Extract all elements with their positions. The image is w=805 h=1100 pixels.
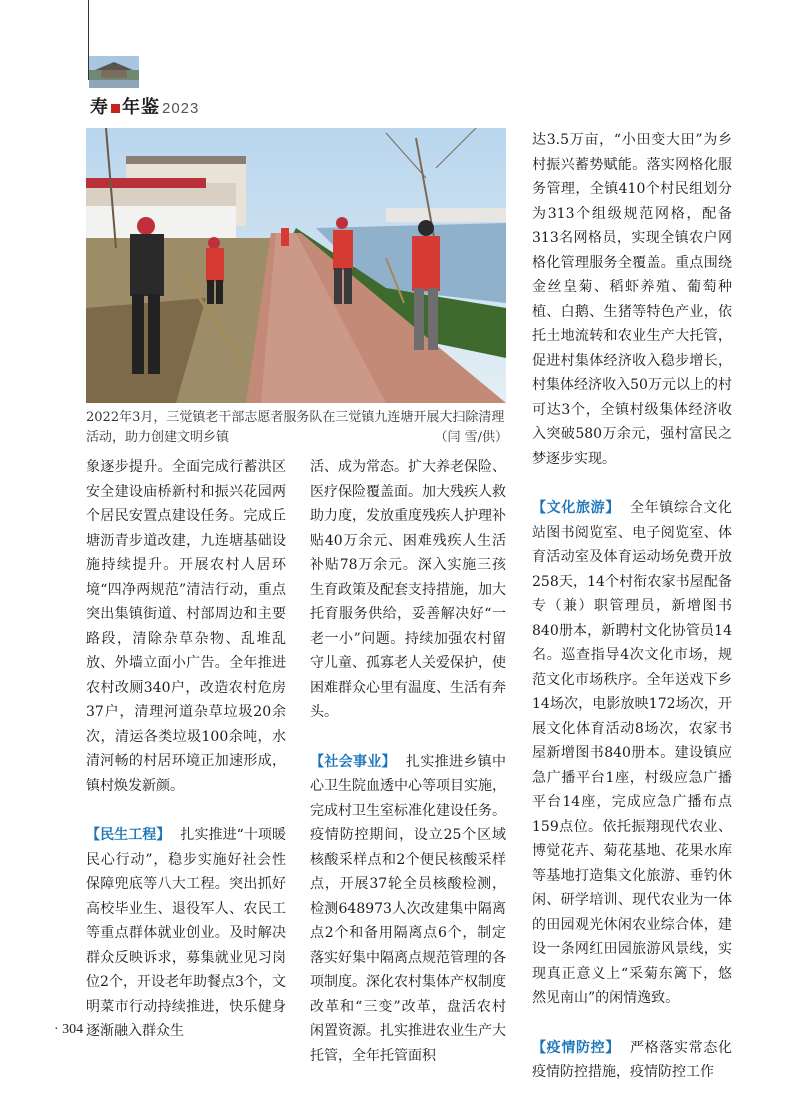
livelihood-text: 扎实推进“十项暖民心行动”，稳步实施好社会性保障兜底等八大工程。突出抓好高校毕业生、退役军人、农民工等重点群体就业创业。及时解决群众反映诉求，募集就业见习岗位2个，开设老年助餐点3个，文明菜市行动持续推进，快乐健身逐渐融入群众生 [86,827,286,1039]
photo-caption [86,408,508,448]
volunteer-cleanup-photo [86,128,506,403]
section-tag-culture: 【文化旅游】 [532,499,620,515]
paragraph-environment: 象逐步提升。全面完成行蓄洪区安全建设庙桥新村和振兴花园两个居民安置点建设任务。完成丘塘沥青步道改建，九连塘基础设施持续提升。开展农村人居环境“四净两规范”清洁行动，重点突出集镇街道、村部周边和主要路段，清除杂草杂物、乱堆乱放、外墙立面小广告。全年推进农村改厕340户，改造农村危房37户，清理河道杂草垃圾20余次，清运各类垃圾100余吨，水清河畅的村居环境正加速形成，镇村焕发新颜。 [86,459,286,794]
text-column-1 [86,455,286,1044]
paragraph-social [310,749,506,1069]
text-column-2 [310,455,506,1068]
section-tag-livelihood: 【民生工程】 [86,826,171,842]
social-text: 扎实推进乡镇中心卫生院血透中心等项目实施，完成村卫生室标准化建设任务。疫情防控期间，设立25个区域核酸采样点和2个便民核酸采样点，开展37轮全员核酸检测，检测648973人次改建集中隔离点2个和备用隔离点6个，制定落实好集中隔离点规范管理的各项制度。深化农村集体产权制度改革和“三变”改革，盘活农村闲置资源。扎实推进农业生产大托管，全年托管面积 [310,753,506,1064]
brand-tail: 年鉴 [122,97,160,118]
epidemic-text: 严格落实常态化疫情防控措施，疫情防控工作 [532,1039,732,1080]
header-thumbnail-image [89,56,139,88]
section-tag-epidemic: 【疫情防控】 [532,1038,620,1055]
page-number: · 304 · [54,1022,92,1037]
paragraph-epidemic [532,1035,732,1085]
paragraph-culture [532,495,732,1011]
photo-credit: （闫 雪/供） [434,430,508,445]
caption-text: 2022年3月，三觉镇老干部志愿者服务队在三觉镇九连塘开展大扫除清理活动，助力创建文明乡镇 [86,410,505,445]
brand-char: 寿 [90,97,109,118]
culture-text: 全年镇综合文化站图书阅览室、电子阅览室、体育活动室及体育运动场免费开放258天，14个村衔农家书屋配备专（兼）职管理员，新增图书840册本，新聘村文化协管员14名。巡查指导4次文化市场，规范文化市场秩序。全年送戏下乡14场次，电影放映172场次，开展文化体育活动8场次，农家书屋新增图书840册本。建设镇应急广播平台1座，村级应急广播平台14座，完成应急广播布点159点位。依托振翔现代农业、博觉花卉、菊花基地、花果水库等基地打造集文化旅游、垂钓休闲、研学培训、现代农业为一体的田园观光休闲农业综合体，建设一条网红田园旅游风景线，实现真正意义上“采菊东篱下，悠然见南山”的闲情逸致。 [532,500,732,1006]
yearbook-brand [90,93,199,119]
text-column-3 [532,128,732,1085]
yearbook-year: 2023 [162,100,200,117]
paragraph-social-cont: 达3.5万亩，“小田变大田”为乡村振兴蓄势赋能。落实网格化服务管理，全镇410个村民组划分为313个组级规范网格，配备313名网格员，实现全镇农户网格化管理服务全覆盖。重点围绕金丝皇菊、稻虾养殖、葡萄种植、白鹅、生猪等特色产业，依托土地流转和农业生产大托管，促进村集体经济收入稳步增长，村集体经济收入50万元以上的村可达3个，全镇村级集体经济收入突破580万余元，强村富民之梦逐步实现。 [532,132,732,467]
brand-seal-icon [111,104,120,113]
paragraph-livelihood [86,822,286,1044]
section-tag-social: 【社会事业】 [310,752,396,769]
paragraph-livelihood-cont: 活、成为常态。扩大养老保险、医疗保险覆盖面。加大残疾人救助力度，发放重度残疾人护理补贴40万余元、困难残疾人生活补贴78万余元。深入实施三孩生育政策及配套支持措施，加大托育服务供给，妥善解决好“一老一小”问题。持续加强农村留守儿童、孤寡老人关爱保护，使困难群众心里有温度、生活有奔头。 [310,459,506,720]
